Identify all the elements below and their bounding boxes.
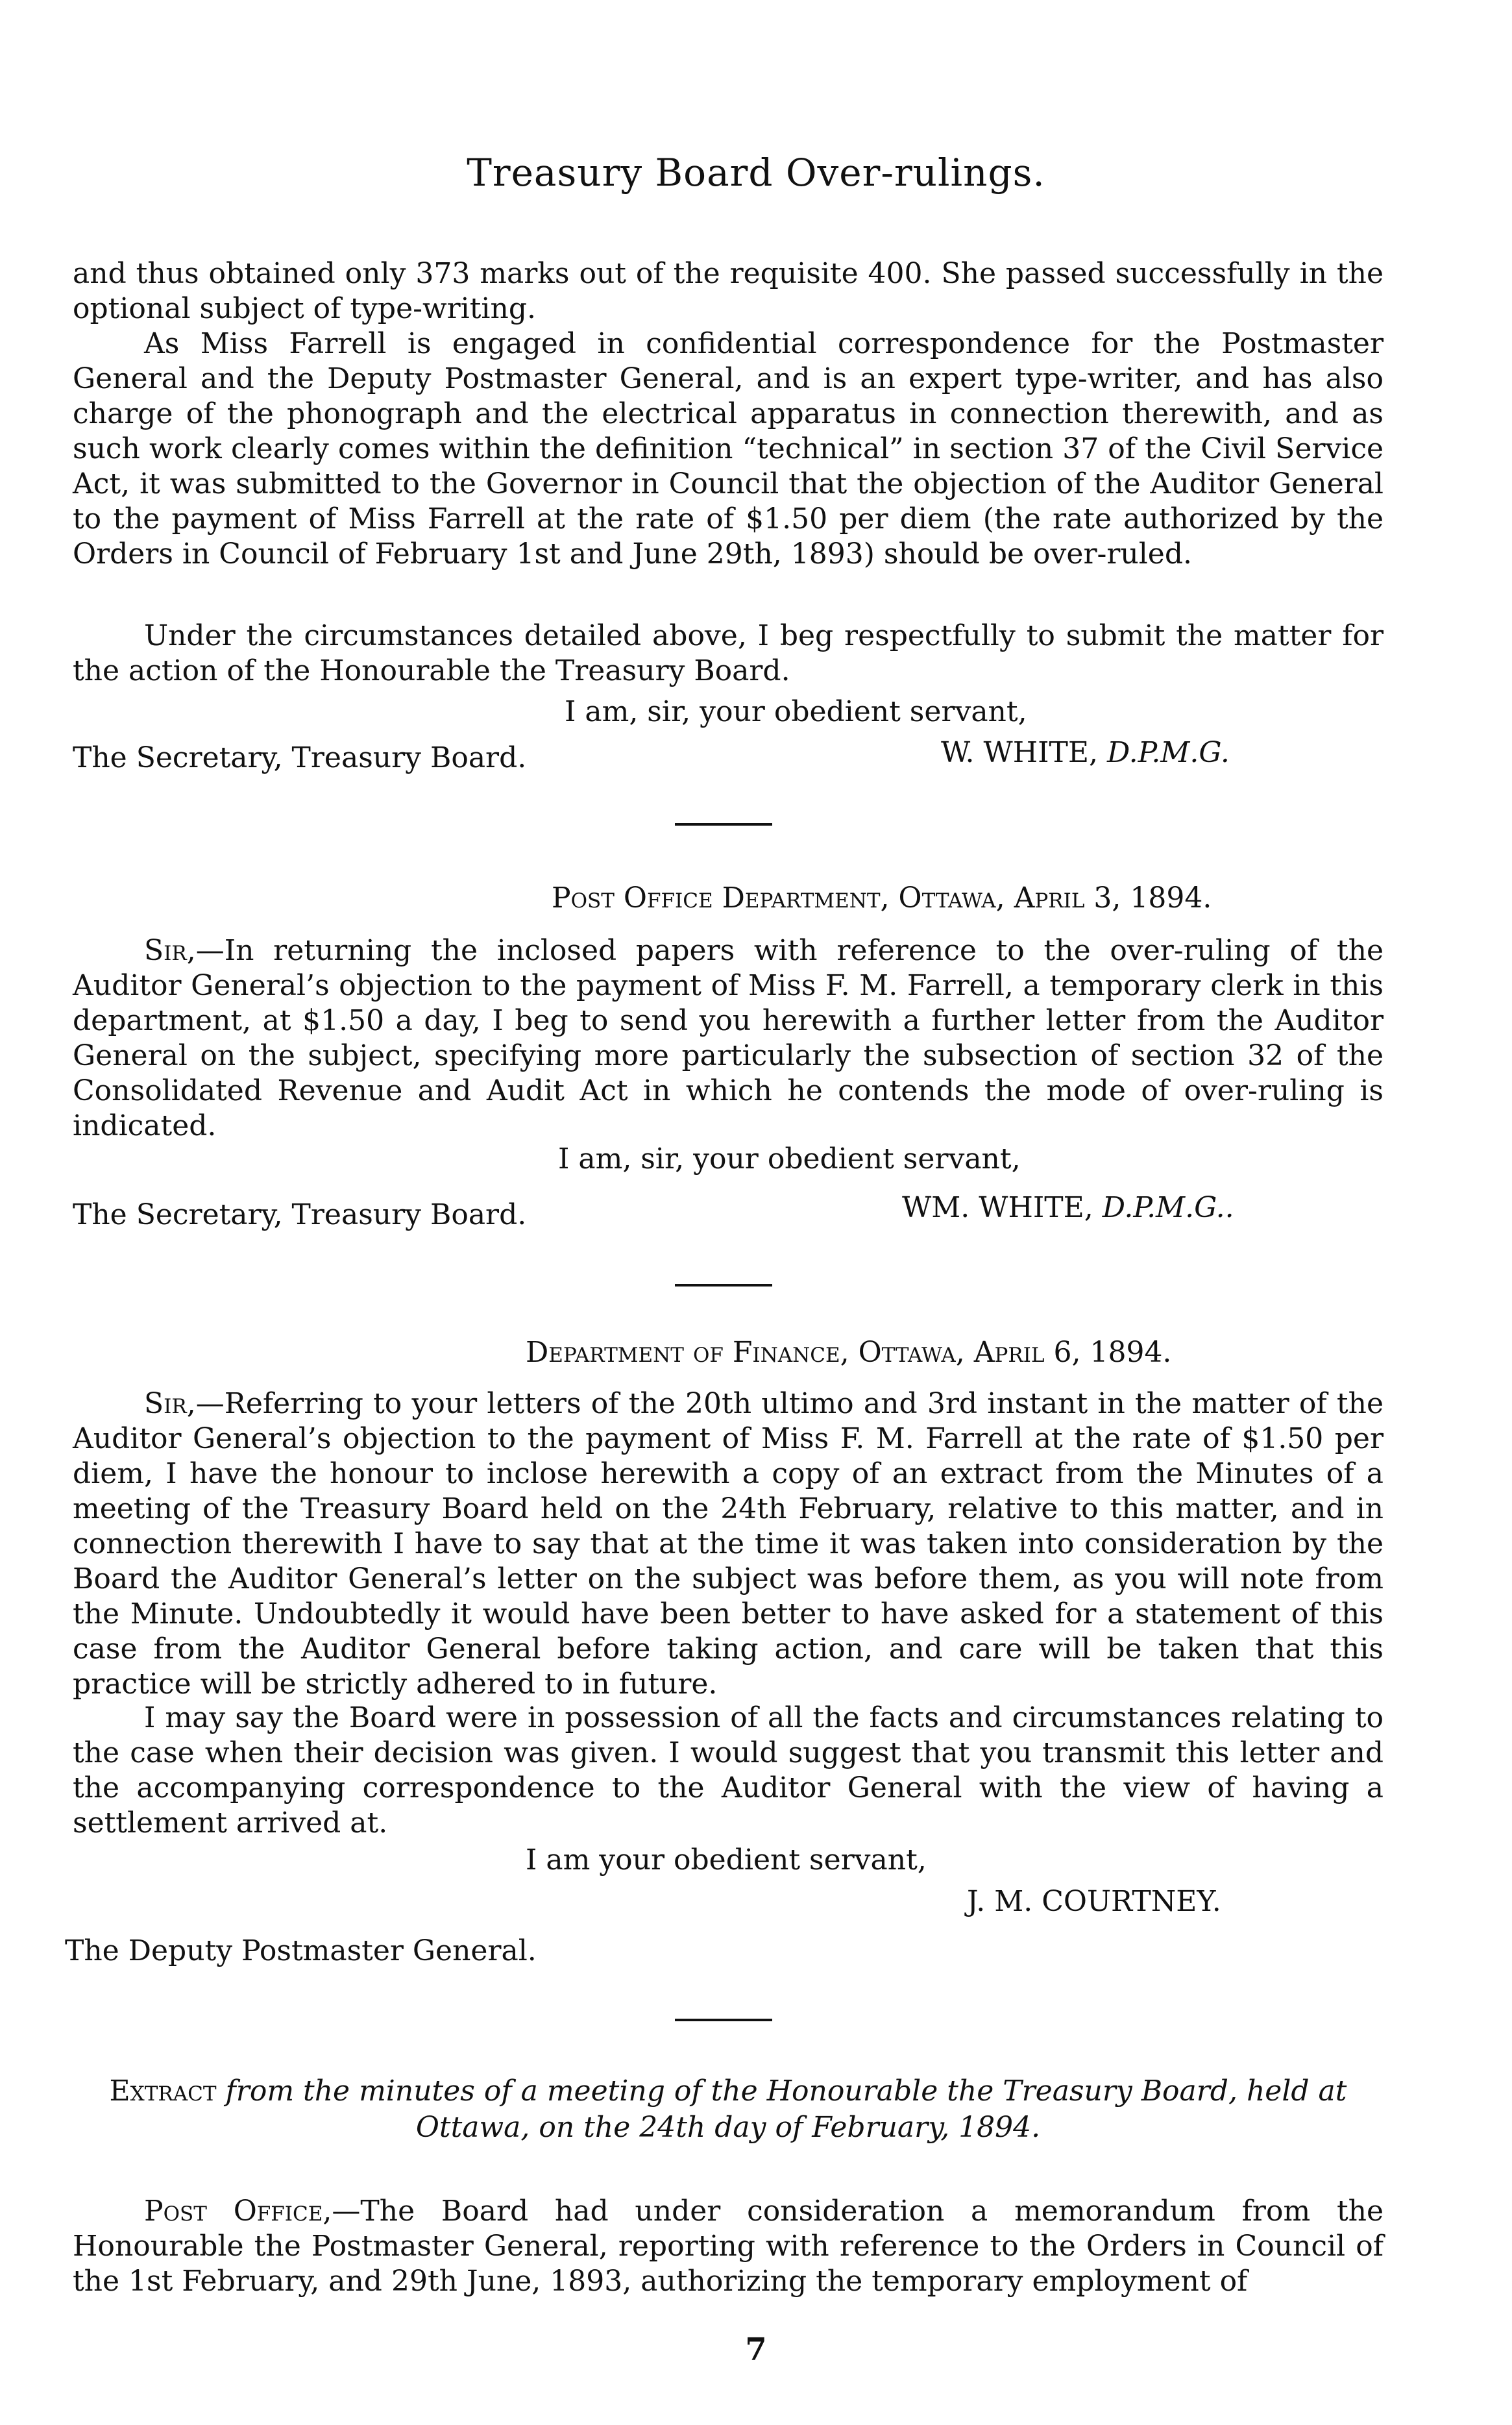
paragraph: [73, 2194, 1384, 2299]
signature: [941, 736, 1230, 769]
addressee: The Secretary, Treasury Board.: [73, 1198, 527, 1231]
addressee: The Secretary, Treasury Board.: [73, 741, 527, 774]
dateline: Post Office Department, Ottawa, April 3, 1894.: [552, 881, 1212, 915]
letter-body: —Referring to your letters of the 20th ultimo and 3rd instant in the matter of the Auditor General’s objection to the payment of Miss F. M. Farrell at the rate of $1.50 per diem, I have the honour to inclose herewith a copy of an extract from the Minutes of a meeting of the Treasury Board held on the 24th February, relative to this matter, and in connection therewith I have to say that at the time it was taken into consideration by the Board the Auditor General’s letter on the subject was before them, as you will note from the Minute. Undoubtedly it would have been better to have asked for a statement of this case from the Auditor General before taking action, and care will be taken that this practice will be strictly adhered to in future.: [73, 1387, 1384, 1701]
paragraph: As Miss Farrell is engaged in confidential correspondence for the Postmaster General and the Deputy Postmaster General, and is an expert type-writer, and has also charge of the phonograph and the electrical apparatus in connection therewith, and as such work clearly comes within the definition “technical” in section 37 of the Civil Service Act, it was submitted to the Governor in Council that the objection of the Auditor General to the payment of Miss Farrell at the rate of $1.50 per diem (the rate authorized by the Orders in Council of February 1st and June 29th, 1893) should be over-ruled.: [73, 327, 1384, 571]
signature-name: W. WHITE,: [941, 736, 1098, 769]
page-title: Treasury Board Over-rulings.: [467, 151, 1045, 195]
signature-name: WM. WHITE,: [902, 1191, 1093, 1224]
letter-body: —In returning the inclosed papers with reference to the over-ruling of the Auditor General’s objection to the payment of Miss F. M. Farrell, a temporary clerk in this department, at $1.50 a day, I beg to send you herewith a further letter from the Auditor General on the subject, specifying more particularly the subsection of section 32 of the Consolidated Revenue and Audit Act in which he contends the mode of over-ruling is indicated.: [73, 934, 1384, 1142]
extract-text: from the minutes of a meeting of the Honourable the Treasury Board, held at Ottawa, on the 24th day of February, 1894.: [225, 2074, 1347, 2144]
paragraph: [73, 933, 1384, 1144]
paragraph: Under the circumstances detailed above, I beg respectfully to submit the matter for the action of the Honourable the Treasury Board.: [73, 619, 1384, 687]
closing-line: I am, sir, your obedient servant,: [558, 1142, 1021, 1176]
section-divider: [675, 2019, 772, 2021]
closing-line: I am, sir, your obedient servant,: [565, 695, 1027, 728]
minute-body: —The Board had under consideration a memorandum from the Honourable the Postmaster General, reporting with reference to the Orders in Council of the 1st February, and 29th June, 1893, authorizing the temporary employment of: [73, 2195, 1384, 2298]
extract-label: Extract: [109, 2074, 217, 2108]
paragraph: [73, 1386, 1384, 1702]
closing-line: I am your obedient servant,: [526, 1843, 927, 1877]
extract-heading: [73, 2073, 1384, 2146]
addressee: The Deputy Postmaster General.: [65, 1934, 537, 1967]
section-divider: [675, 1284, 772, 1286]
section-divider: [675, 823, 772, 826]
lead-heading: Post Office,: [144, 2195, 332, 2228]
signature-title: D.P.M.G.: [1106, 736, 1230, 769]
signature-title: D.P.M.G..: [1102, 1191, 1234, 1224]
salutation: Sir,: [144, 934, 196, 967]
salutation: Sir,: [144, 1387, 196, 1420]
signature: [902, 1191, 1234, 1224]
page-number: 7: [745, 2332, 767, 2368]
paragraph: and thus obtained only 373 marks out of the requisite 400. She passed successfully in the optional subject of type-writing.: [73, 257, 1384, 325]
paragraph: I may say the Board were in possession of all the facts and circumstances relating to the case when their decision was given. I would suggest that you transmit this letter and the accompanying correspondence to the Auditor General with the view of having a settlement arrived at.: [73, 1701, 1384, 1840]
dateline: Department of Finance, Ottawa, April 6, 1894.: [526, 1336, 1172, 1369]
signature-name: J. M. COURTNEY.: [967, 1885, 1221, 1918]
